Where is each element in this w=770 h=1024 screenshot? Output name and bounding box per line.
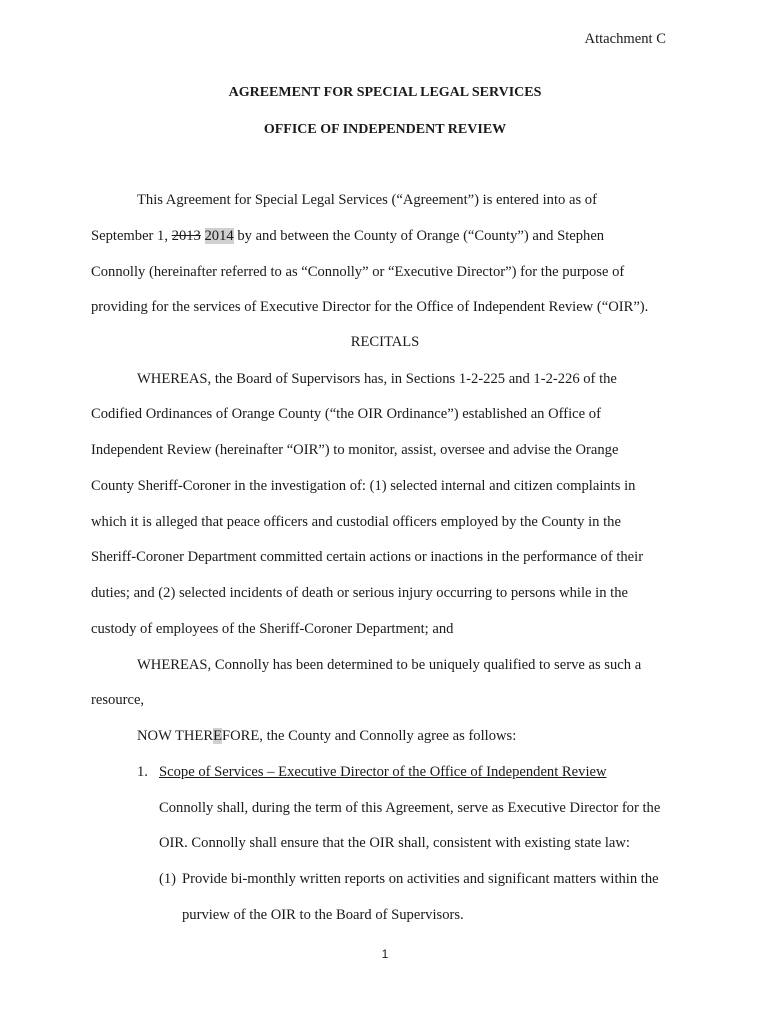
struck-year: 2013 xyxy=(171,228,201,244)
section1-heading: Scope of Services – Executive Director of the Office of Independent Review xyxy=(159,764,607,780)
intro-line-2 xyxy=(91,227,604,245)
whereas1-line: which it is alleged that peace officers and custodial officers employed by the County in the xyxy=(91,514,621,530)
document-subtitle: OFFICE OF INDEPENDENT REVIEW xyxy=(263,122,507,137)
whereas1-line: County Sheriff-Coroner in the investigation of: (1) selected internal and citizen complaints in xyxy=(91,478,636,494)
intro-date-suffix: by and between the County of Orange (“County”) and Stephen xyxy=(233,228,605,244)
whereas2-line: resource, xyxy=(91,692,145,708)
whereas1-line: Codified Ordinances of Orange County (“the OIR Ordinance”) established an Office of xyxy=(91,406,601,422)
whereas1-line: custody of employees of the Sheriff-Coroner Department; and xyxy=(91,621,454,637)
whereas1-line: Independent Review (hereinafter “OIR”) to monitor, assist, oversee and advise the Orange xyxy=(91,442,619,458)
intro-date-prefix: September 1, xyxy=(91,228,172,244)
section1-number: 1. xyxy=(137,764,148,780)
intro-line-4: providing for the services of Executive Director for the Office of Independent Review (“OIR”). xyxy=(91,299,649,315)
attachment-label: Attachment C xyxy=(584,31,666,47)
highlighted-letter: E xyxy=(213,728,222,744)
whereas1-line: duties; and (2) selected incidents of death or serious injury occurring to persons while in the xyxy=(91,585,628,601)
whereas1-line: WHEREAS, the Board of Supervisors has, in Sections 1-2-225 and 1-2-226 of the xyxy=(137,371,617,387)
page-number: 1 xyxy=(381,947,389,961)
item1-line-2: purview of the OIR to the Board of Supervisors. xyxy=(182,907,464,923)
item1-number: (1) xyxy=(159,871,177,887)
document-title: AGREEMENT FOR SPECIAL LEGAL SERVICES xyxy=(228,85,542,100)
now-therefore-suffix: FORE, the County and Connolly agree as follows: xyxy=(222,728,517,744)
section1-body-line: Connolly shall, during the term of this Agreement, serve as Executive Director for the xyxy=(159,800,661,816)
now-therefore-prefix: NOW THER xyxy=(137,728,214,744)
intro-line-3: Connolly (hereinafter referred to as “Connolly” or “Executive Director”) for the purpose of xyxy=(91,264,625,280)
whereas1-line: Sheriff-Coroner Department committed certain actions or inactions in the performance of their xyxy=(91,549,644,565)
item1-line-1: Provide bi-monthly written reports on activities and significant matters within the xyxy=(182,871,659,887)
section1-body-line: OIR. Connolly shall ensure that the OIR shall, consistent with existing state law: xyxy=(159,835,630,851)
whereas2-line: WHEREAS, Connolly has been determined to be uniquely qualified to serve as such a xyxy=(137,657,642,673)
inserted-year: 2014 xyxy=(204,228,234,244)
recitals-heading: RECITALS xyxy=(350,334,420,350)
now-therefore-line xyxy=(137,727,516,745)
intro-line-1: This Agreement for Special Legal Services (“Agreement”) is entered into as of xyxy=(137,192,597,208)
